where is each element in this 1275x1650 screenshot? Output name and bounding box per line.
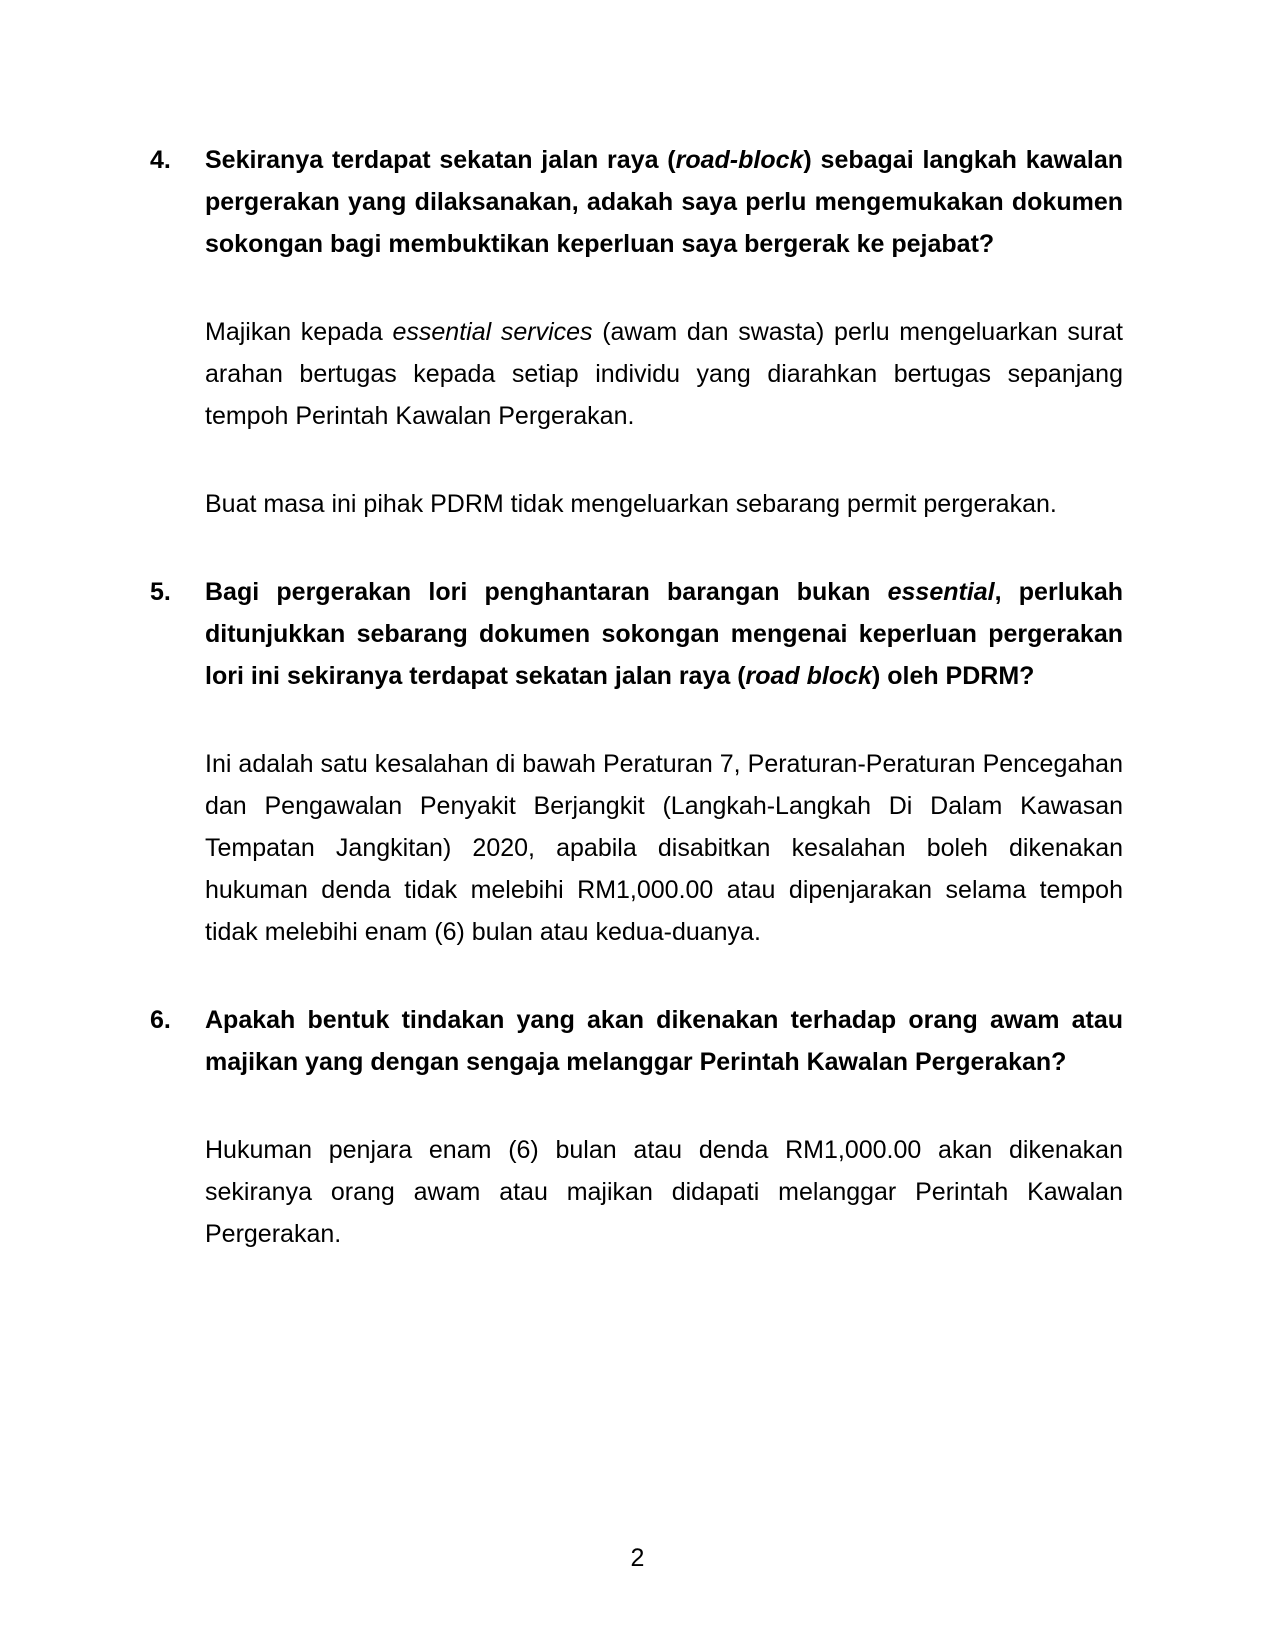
answer-segment: Buat masa ini pihak PDRM tidak mengeluarkan sebarang permit pergerakan.: [205, 490, 1057, 518]
question-segment: ) oleh PDRM?: [871, 662, 1035, 690]
answer-segment: Ini adalah satu kesalahan di bawah Peraturan 7, Peraturan-Peraturan Pencegahan dan Pengawalan Penyakit Berjangkit (Langkah-Langkah Di Dalam Kawasan Tempatan Jangkitan) 2020, apabila disabitkan kesalahan boleh dikenakan hukuman denda tidak melebihi RM1,000.00 atau dipenjarakan selama tempoh tidak melebihi enam (6) bulan atau kedua-duanya.: [205, 750, 1123, 946]
faq-item-4: [150, 139, 1123, 571]
answer-paragraph: [205, 743, 1123, 953]
item-body: [205, 999, 1123, 1301]
question-text: [205, 999, 1123, 1083]
faq-list: [150, 139, 1123, 1301]
question-segment: Sekiranya terdapat sekatan jalan raya (: [205, 146, 676, 174]
answer-paragraph: [205, 311, 1123, 437]
faq-item-6: [150, 999, 1123, 1301]
answer-segment: Majikan kepada: [205, 318, 393, 346]
question-segment-italic: road block: [745, 662, 872, 690]
question-segment: ) sebagai langkah kawalan pergerakan yang dilaksanakan, adakah saya perlu mengemukakan dokumen sokongan bagi membuktikan keperluan saya bergerak ke pejabat?: [205, 146, 1123, 258]
question-segment-italic: essential: [887, 578, 995, 606]
item-body: [205, 571, 1123, 999]
question-segment: Bagi pergerakan lori penghantaran barangan bukan: [205, 578, 888, 606]
answer-paragraph: [205, 1129, 1123, 1255]
question-segment: , perlukah ditunjukkan sebarang dokumen sokongan mengenai keperluan pergerakan lori ini sekiranya terdapat sekatan jalan raya (: [205, 578, 1123, 690]
answer-segment: Hukuman penjara enam (6) bulan atau denda RM1,000.00 akan dikenakan sekiranya orang awam atau majikan didapati melanggar Perintah Kawalan Pergerakan.: [205, 1136, 1123, 1248]
question-text: [205, 571, 1123, 697]
answer-paragraph: [205, 483, 1123, 525]
answer-segment: (awam dan swasta) perlu mengeluarkan surat arahan bertugas kepada setiap individu yang diarahkan bertugas sepanjang tempoh Perintah Kawalan Pergerakan.: [205, 318, 1123, 430]
question-text: [205, 139, 1123, 265]
page-number: 2: [630, 1544, 645, 1572]
item-body: [205, 139, 1123, 571]
item-number: 6.: [150, 1006, 171, 1034]
faq-item-5: [150, 571, 1123, 999]
item-number: 5.: [150, 578, 171, 606]
question-segment-italic: road-block: [675, 146, 804, 174]
question-segment: Apakah bentuk tindakan yang akan dikenakan terhadap orang awam atau majikan yang dengan sengaja melanggar Perintah Kawalan Pergerakan?: [205, 1006, 1123, 1076]
answer-segment-italic: essential services: [392, 318, 593, 346]
item-number: 4.: [150, 146, 171, 174]
